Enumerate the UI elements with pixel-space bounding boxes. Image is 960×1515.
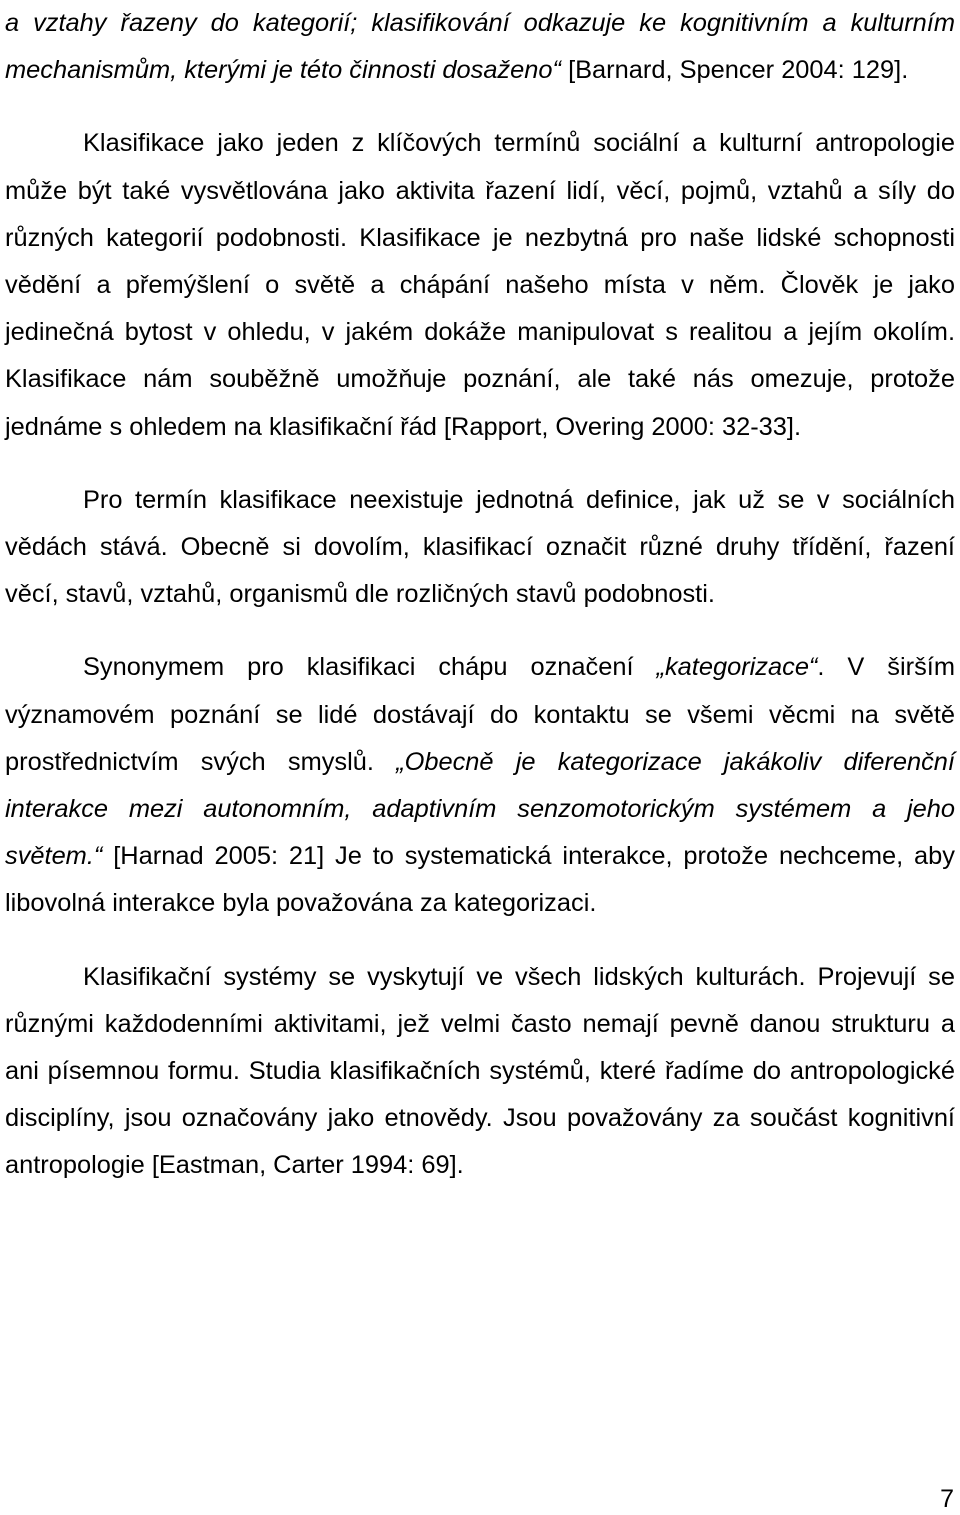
paragraph (5, 644, 955, 927)
paragraph-text: [Harnad 2005: 21] Je to systematická interakce, protože nechceme, aby libovolná interakce byla považována za kategorizaci. (5, 842, 955, 918)
paragraph-text: Klasifikační systémy se vyskytují ve všech lidských kulturách. Projevují se různými každodenními aktivitami, jež velmi často nemají pevně danou strukturu a ani písemnou formu. Studia klasifikačních systémů, které řadíme do antropologické disciplíny, jsou označovány jako etnovědy. Jsou považovány za součást kognitivní antropologie [Eastman, Carter 1994: 69]. (5, 962, 955, 1180)
paragraph-text: Klasifikace jako jeden z klíčových termínů sociální a kulturní antropologie může být také vysvětlována jako aktivita řazení lidí, věcí, pojmů, vztahů a síly do různých kategorií podobnosti. Klasifikace je nezbytná pro naše lidské schopnosti vědění a přemýšlení o světě a chápání našeho místa v něm. Člověk je jako jedinečná bytost v ohledu, v jakém dokáže manipulovat s realitou a jejím okolím. Klasifikace nám souběžně umožňuje poznání, ale také nás omezuje, protože jednáme s ohledem na klasifikační řád [Rapport, Overing 2000: 32-33]. (5, 129, 955, 441)
paragraph-text: . V širším významovém poznání se lidé dostávají do kontaktu se všemi věcmi na světě prostřednictvím svých smyslů. (5, 653, 956, 776)
italic-term: „kategorizace“ (656, 653, 818, 682)
paragraph-text: Pro termín klasifikace neexistuje jednotná definice, jak už se v sociálních vědách stává. Obecně si dovolím, klasifikací označit různé druhy třídění, řazení věcí, stavů, vztahů, organismů dle rozličných stavů podobnosti. (5, 485, 955, 609)
paragraph (5, 954, 955, 1190)
italic-quote: „Obecně je kategorizace jakákoliv diferenční interakce mezi autonomním, adaptivním senzomotorickým systémem a jeho světem.“ (5, 747, 955, 871)
paragraph (5, 477, 955, 619)
paragraph (5, 0, 955, 94)
document-page (5, 0, 955, 1190)
paragraph-text: Synonymem pro klasifikaci chápu označení (83, 653, 657, 682)
paragraph (5, 120, 955, 450)
citation: [Barnard, Spencer 2004: 129]. (561, 56, 909, 85)
page-number: 7 (940, 1485, 954, 1513)
italic-quote: a vztahy řazeny do kategorií; klasifikování odkazuje ke kognitivním a kulturním mechanismům, kterými je této činnosti dosaženo“ (5, 9, 955, 85)
